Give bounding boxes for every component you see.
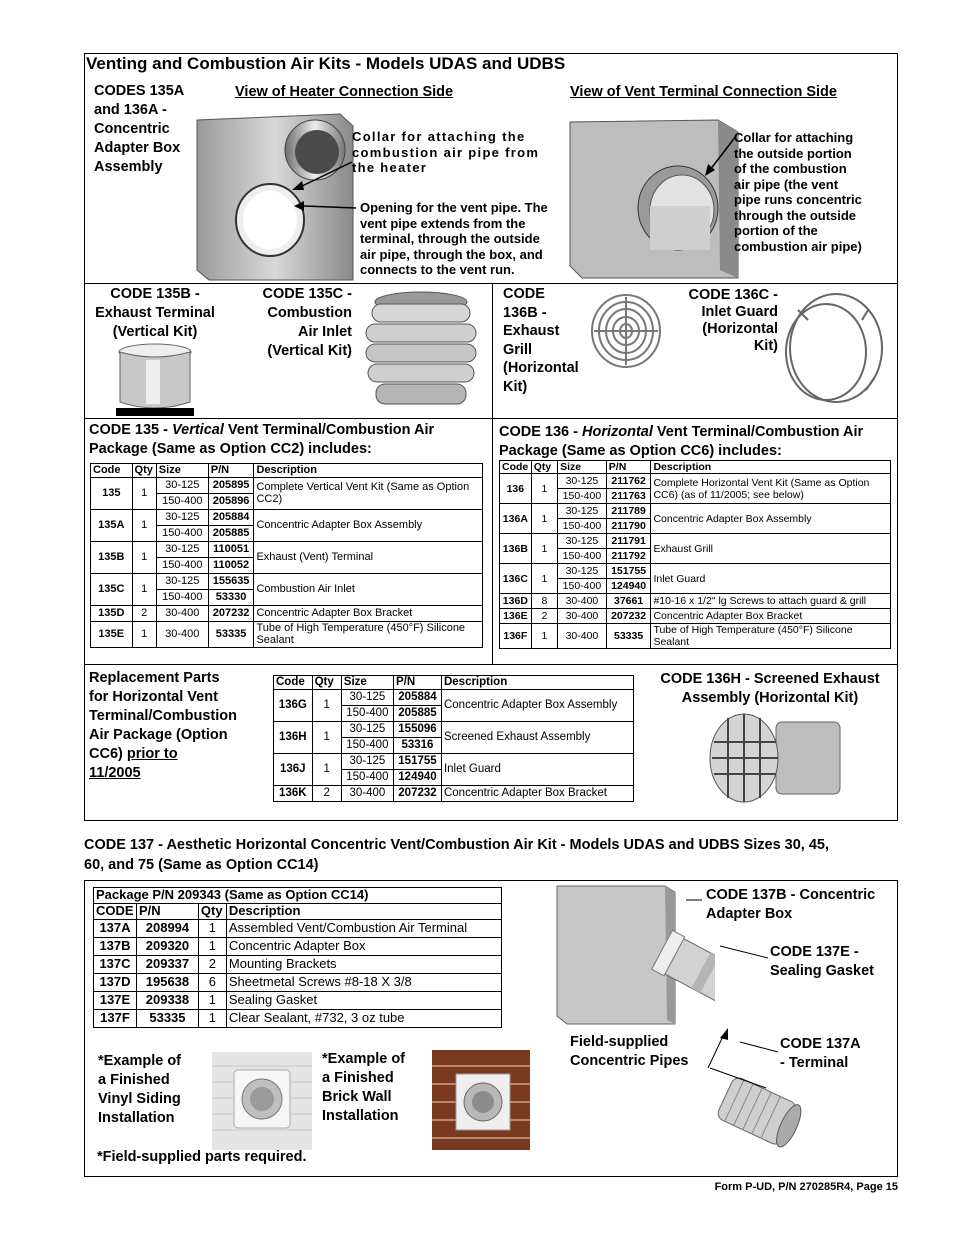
column-header: Qty bbox=[132, 464, 156, 478]
table-header-row bbox=[500, 461, 891, 474]
code-cell: 135 bbox=[91, 477, 133, 509]
exhaust-terminal-photo bbox=[116, 342, 194, 416]
code-137e-label: CODE 137E - Sealing Gasket bbox=[770, 944, 874, 979]
code-cell: 137E bbox=[94, 991, 137, 1009]
pn-cell: 53335 bbox=[606, 624, 651, 649]
view-vent-heading: View of Vent Terminal Connection Side bbox=[570, 84, 837, 100]
table-row bbox=[94, 991, 502, 1009]
column-header: P/N bbox=[393, 676, 441, 690]
pkg135-heading: CODE 135 - Vertical Vent Terminal/Combustion Air Package (Same as Option CC2) includes: bbox=[89, 422, 435, 457]
brick-wall-photo bbox=[432, 1050, 530, 1150]
qty-cell: 1 bbox=[312, 690, 341, 722]
replacement-table bbox=[273, 675, 634, 802]
pn-cell: 124940 bbox=[606, 579, 651, 594]
qty-cell: 1 bbox=[531, 624, 557, 649]
code-cell: 136J bbox=[274, 754, 313, 786]
view-heater-heading: View of Heater Connection Side bbox=[235, 84, 454, 100]
table-row bbox=[94, 937, 502, 955]
code-cell: 136K bbox=[274, 786, 313, 802]
code-cell: 137F bbox=[94, 1009, 137, 1027]
pkg135-table bbox=[90, 463, 483, 648]
qty-cell: 1 bbox=[132, 621, 156, 647]
size-cell: 30-125 bbox=[558, 474, 607, 489]
qty-cell: 1 bbox=[132, 509, 156, 541]
qty-cell: 6 bbox=[198, 973, 226, 991]
description-cell: Concentric Adapter Box bbox=[226, 937, 501, 955]
column-header: Size bbox=[558, 461, 607, 474]
description-cell: #10-16 x 1/2" lg Screws to attach guard & grill bbox=[651, 594, 891, 609]
combustion-air-inlet-photo bbox=[362, 290, 480, 410]
divider bbox=[492, 283, 493, 664]
description-cell: Mounting Brackets bbox=[226, 955, 501, 973]
code-136h-label: CODE 136H - Screened Exhaust Assembly (Horizontal Kit) bbox=[660, 671, 880, 706]
qty-cell: 2 bbox=[132, 605, 156, 621]
qty-cell: 1 bbox=[198, 937, 226, 955]
table-row bbox=[500, 564, 891, 579]
table-row bbox=[91, 541, 483, 557]
pkg136-table bbox=[499, 460, 891, 649]
code-cell: 136H bbox=[274, 722, 313, 754]
page-footer: Form P-UD, P/N 270285R4, Page 15 bbox=[714, 1181, 898, 1193]
description-cell: Concentric Adapter Box Bracket bbox=[441, 786, 633, 802]
code-cell: 135C bbox=[91, 573, 133, 605]
table-row bbox=[274, 754, 634, 770]
code-cell: 136F bbox=[500, 624, 532, 649]
code137-table bbox=[93, 887, 502, 1028]
size-cell: 30-400 bbox=[156, 605, 208, 621]
qty-cell: 1 bbox=[198, 1009, 226, 1027]
description-cell: Sheetmetal Screws #8-18 X 3/8 bbox=[226, 973, 501, 991]
column-header: P/N bbox=[606, 461, 651, 474]
pn-cell: 205895 bbox=[208, 477, 254, 493]
size-cell: 150-400 bbox=[558, 489, 607, 504]
field-supplied-pipes-label: Field-supplied Concentric Pipes bbox=[570, 1034, 689, 1069]
vinyl-example-label: *Example of a Finished Vinyl Siding Installation bbox=[98, 1053, 181, 1126]
pn-cell: 211791 bbox=[606, 534, 651, 549]
description-cell: Concentric Adapter Box Bracket bbox=[651, 609, 891, 624]
table-header-row bbox=[91, 464, 483, 478]
qty-cell: 1 bbox=[531, 504, 557, 534]
table-row bbox=[500, 594, 891, 609]
size-cell: 30-400 bbox=[341, 786, 393, 802]
divider bbox=[84, 283, 898, 284]
size-cell: 30-125 bbox=[558, 534, 607, 549]
package-title: Package P/N 209343 (Same as Option CC14) bbox=[94, 888, 502, 904]
size-cell: 30-400 bbox=[558, 624, 607, 649]
table-row bbox=[500, 624, 891, 649]
qty-cell: 2 bbox=[198, 955, 226, 973]
size-cell: 150-400 bbox=[558, 579, 607, 594]
pn-cell: 37661 bbox=[606, 594, 651, 609]
pn-cell: 207232 bbox=[208, 605, 254, 621]
pn-cell: 53330 bbox=[208, 589, 254, 605]
size-cell: 30-125 bbox=[558, 504, 607, 519]
pn-cell: 211790 bbox=[606, 519, 651, 534]
column-header: Code bbox=[500, 461, 532, 474]
code-cell: 135D bbox=[91, 605, 133, 621]
pn-cell: 205885 bbox=[208, 525, 254, 541]
pn-cell: 211762 bbox=[606, 474, 651, 489]
description-cell: Combustion Air Inlet bbox=[254, 573, 483, 605]
pn-cell: 209320 bbox=[136, 937, 198, 955]
pn-cell: 205884 bbox=[393, 690, 441, 706]
code-cell: 137A bbox=[94, 919, 137, 937]
pn-cell: 53335 bbox=[136, 1009, 198, 1027]
qty-cell: 2 bbox=[312, 786, 341, 802]
description-cell: Tube of High Temperature (450°F) Silicone Sealant bbox=[651, 624, 891, 649]
table-row bbox=[94, 919, 502, 937]
code-cell: 136G bbox=[274, 690, 313, 722]
table-row bbox=[91, 509, 483, 525]
table-row bbox=[91, 573, 483, 589]
description-cell: Complete Vertical Vent Kit (Same as Option CC2) bbox=[254, 477, 483, 509]
column-header: CODE bbox=[94, 903, 137, 919]
code-cell: 136D bbox=[500, 594, 532, 609]
size-cell: 30-125 bbox=[558, 564, 607, 579]
column-header: Size bbox=[341, 676, 393, 690]
size-cell: 30-400 bbox=[558, 594, 607, 609]
code-137a-label: CODE 137A - Terminal bbox=[780, 1036, 861, 1071]
pn-cell: 205884 bbox=[208, 509, 254, 525]
code-135b-label: CODE 135B - Exhaust Terminal (Vertical Kit) bbox=[95, 286, 215, 340]
column-header: Description bbox=[254, 464, 483, 478]
pn-cell: 151755 bbox=[606, 564, 651, 579]
description-cell: Exhaust (Vent) Terminal bbox=[254, 541, 483, 573]
code-cell: 135A bbox=[91, 509, 133, 541]
code-cell: 136 bbox=[500, 474, 532, 504]
description-cell: Complete Horizontal Vent Kit (Same as Option CC6) (as of 11/2005; see below) bbox=[651, 474, 891, 504]
qty-cell: 1 bbox=[132, 541, 156, 573]
callout-arrows-heater bbox=[290, 150, 360, 220]
pn-cell: 205896 bbox=[208, 493, 254, 509]
qty-cell: 1 bbox=[531, 534, 557, 564]
callout-opening: Opening for the vent pipe. The vent pipe extends from the terminal, through the outside air pipe, through the box, and connects to the vent run. bbox=[360, 200, 548, 277]
field-supplied-note: *Field-supplied parts required. bbox=[97, 1149, 307, 1165]
size-cell: 150-400 bbox=[341, 706, 393, 722]
qty-cell: 1 bbox=[198, 991, 226, 1009]
code-cell: 136B bbox=[500, 534, 532, 564]
pn-cell: 53316 bbox=[393, 738, 441, 754]
table-row bbox=[274, 722, 634, 738]
pn-cell: 205885 bbox=[393, 706, 441, 722]
code137-heading: CODE 137 - Aesthetic Horizontal Concentric Vent/Combustion Air Kit - Models UDAS and UDBS Sizes 30, 45, 60, and 75 (Same as Option CC14) bbox=[84, 837, 830, 873]
code-cell: 135E bbox=[91, 621, 133, 647]
qty-cell: 1 bbox=[312, 754, 341, 786]
size-cell: 150-400 bbox=[558, 519, 607, 534]
size-cell: 30-125 bbox=[156, 573, 208, 589]
size-cell: 150-400 bbox=[341, 738, 393, 754]
table-row bbox=[94, 973, 502, 991]
pn-cell: 151755 bbox=[393, 754, 441, 770]
code-cell: 137C bbox=[94, 955, 137, 973]
pn-cell: 211763 bbox=[606, 489, 651, 504]
description-cell: Sealing Gasket bbox=[226, 991, 501, 1009]
pn-cell: 207232 bbox=[393, 786, 441, 802]
column-header: Qty bbox=[531, 461, 557, 474]
vinyl-siding-photo bbox=[212, 1052, 312, 1150]
pn-cell: 211789 bbox=[606, 504, 651, 519]
pn-cell: 209337 bbox=[136, 955, 198, 973]
qty-cell: 8 bbox=[531, 594, 557, 609]
table-row bbox=[94, 955, 502, 973]
column-header: Description bbox=[651, 461, 891, 474]
description-cell: Exhaust Grill bbox=[651, 534, 891, 564]
description-cell: Concentric Adapter Box Bracket bbox=[254, 605, 483, 621]
inlet-guard-photo bbox=[778, 290, 886, 408]
table-row bbox=[274, 690, 634, 706]
description-cell: Concentric Adapter Box Assembly bbox=[651, 504, 891, 534]
code-136b-label: CODE 136B - Exhaust Grill (Horizontal Kit) bbox=[503, 286, 579, 395]
code-cell: 137B bbox=[94, 937, 137, 955]
code-cell: 135B bbox=[91, 541, 133, 573]
column-header: Description bbox=[226, 903, 501, 919]
size-cell: 150-400 bbox=[156, 557, 208, 573]
pn-cell: 53335 bbox=[208, 621, 254, 647]
column-header: Size bbox=[156, 464, 208, 478]
description-cell: Screened Exhaust Assembly bbox=[441, 722, 633, 754]
column-header: P/N bbox=[136, 903, 198, 919]
pn-cell: 209338 bbox=[136, 991, 198, 1009]
qty-cell: 2 bbox=[531, 609, 557, 624]
pn-cell: 207232 bbox=[606, 609, 651, 624]
description-cell: Concentric Adapter Box Assembly bbox=[441, 690, 633, 722]
callout-collar: Collar for attaching the combustion air pipe from the heater bbox=[352, 129, 540, 175]
qty-cell: 1 bbox=[132, 573, 156, 605]
brick-example-label: *Example of a Finished Brick Wall Installation bbox=[322, 1051, 405, 1124]
description-cell: Concentric Adapter Box Assembly bbox=[254, 509, 483, 541]
size-cell: 30-125 bbox=[341, 754, 393, 770]
code-cell: 136E bbox=[500, 609, 532, 624]
size-cell: 30-400 bbox=[558, 609, 607, 624]
size-cell: 150-400 bbox=[156, 493, 208, 509]
qty-cell: 1 bbox=[531, 564, 557, 594]
description-cell: Clear Sealant, #732, 3 oz tube bbox=[226, 1009, 501, 1027]
description-cell: Inlet Guard bbox=[441, 754, 633, 786]
size-cell: 150-400 bbox=[156, 525, 208, 541]
size-cell: 150-400 bbox=[558, 549, 607, 564]
pn-cell: 124940 bbox=[393, 770, 441, 786]
size-cell: 30-125 bbox=[156, 477, 208, 493]
qty-cell: 1 bbox=[312, 722, 341, 754]
table-header-row bbox=[274, 676, 634, 690]
replacement-label: Replacement Parts for Horizontal Vent Terminal/Combustion Air Package (Option CC6) prior to 11/2005 bbox=[89, 670, 237, 781]
table-row bbox=[500, 609, 891, 624]
qty-cell: 1 bbox=[198, 919, 226, 937]
size-cell: 30-125 bbox=[341, 722, 393, 738]
size-cell: 150-400 bbox=[156, 589, 208, 605]
page-title: Venting and Combustion Air Kits - Models UDAS and UDBS bbox=[86, 54, 566, 73]
divider bbox=[84, 664, 898, 665]
code-cell: 136A bbox=[500, 504, 532, 534]
pn-cell: 155635 bbox=[208, 573, 254, 589]
pn-cell: 208994 bbox=[136, 919, 198, 937]
pn-cell: 211792 bbox=[606, 549, 651, 564]
description-cell: Assembled Vent/Combustion Air Terminal bbox=[226, 919, 501, 937]
pkg136-heading: CODE 136 - Horizontal Vent Terminal/Combustion Air Package (Same as Option CC6) includes: bbox=[499, 424, 864, 459]
qty-cell: 1 bbox=[132, 477, 156, 509]
size-cell: 30-125 bbox=[341, 690, 393, 706]
size-cell: 30-125 bbox=[156, 541, 208, 557]
exhaust-grill-photo bbox=[588, 292, 664, 370]
column-header: Code bbox=[91, 464, 133, 478]
column-header: Code bbox=[274, 676, 313, 690]
table-row bbox=[274, 786, 634, 802]
code-135c-label: CODE 135C - Combustion Air Inlet (Vertical Kit) bbox=[262, 286, 352, 359]
size-cell: 30-125 bbox=[156, 509, 208, 525]
description-cell: Tube of High Temperature (450°F) Silicone Sealant bbox=[254, 621, 483, 647]
divider bbox=[84, 418, 898, 419]
pn-cell: 195638 bbox=[136, 973, 198, 991]
table-row bbox=[91, 477, 483, 493]
table-row bbox=[91, 605, 483, 621]
column-header: Qty bbox=[312, 676, 341, 690]
column-header: Description bbox=[441, 676, 633, 690]
table-row bbox=[500, 474, 891, 489]
size-cell: 150-400 bbox=[341, 770, 393, 786]
table-row bbox=[500, 504, 891, 519]
code-137b-label: CODE 137B - Concentric Adapter Box bbox=[706, 887, 876, 922]
description-cell: Inlet Guard bbox=[651, 564, 891, 594]
pn-cell: 110052 bbox=[208, 557, 254, 573]
column-header: P/N bbox=[208, 464, 254, 478]
table-row bbox=[94, 1009, 502, 1027]
code-cell: 137D bbox=[94, 973, 137, 991]
pn-cell: 155096 bbox=[393, 722, 441, 738]
table-row bbox=[500, 534, 891, 549]
callout-collar-outside: Collar for attaching the outside portion of the combustion air pipe (the vent pipe runs concentric through the outside portion of the combustion air pipe) bbox=[734, 130, 862, 254]
code-cell: 136C bbox=[500, 564, 532, 594]
table-row bbox=[91, 621, 483, 647]
codes-135a-label: CODES 135A and 136A - Concentric Adapter Box Assembly bbox=[94, 83, 185, 175]
pn-cell: 110051 bbox=[208, 541, 254, 557]
screened-exhaust-photo bbox=[706, 712, 844, 804]
column-header: Qty bbox=[198, 903, 226, 919]
qty-cell: 1 bbox=[531, 474, 557, 504]
code-136c-label: CODE 136C - Inlet Guard (Horizontal Kit) bbox=[688, 287, 778, 354]
size-cell: 30-400 bbox=[156, 621, 208, 647]
